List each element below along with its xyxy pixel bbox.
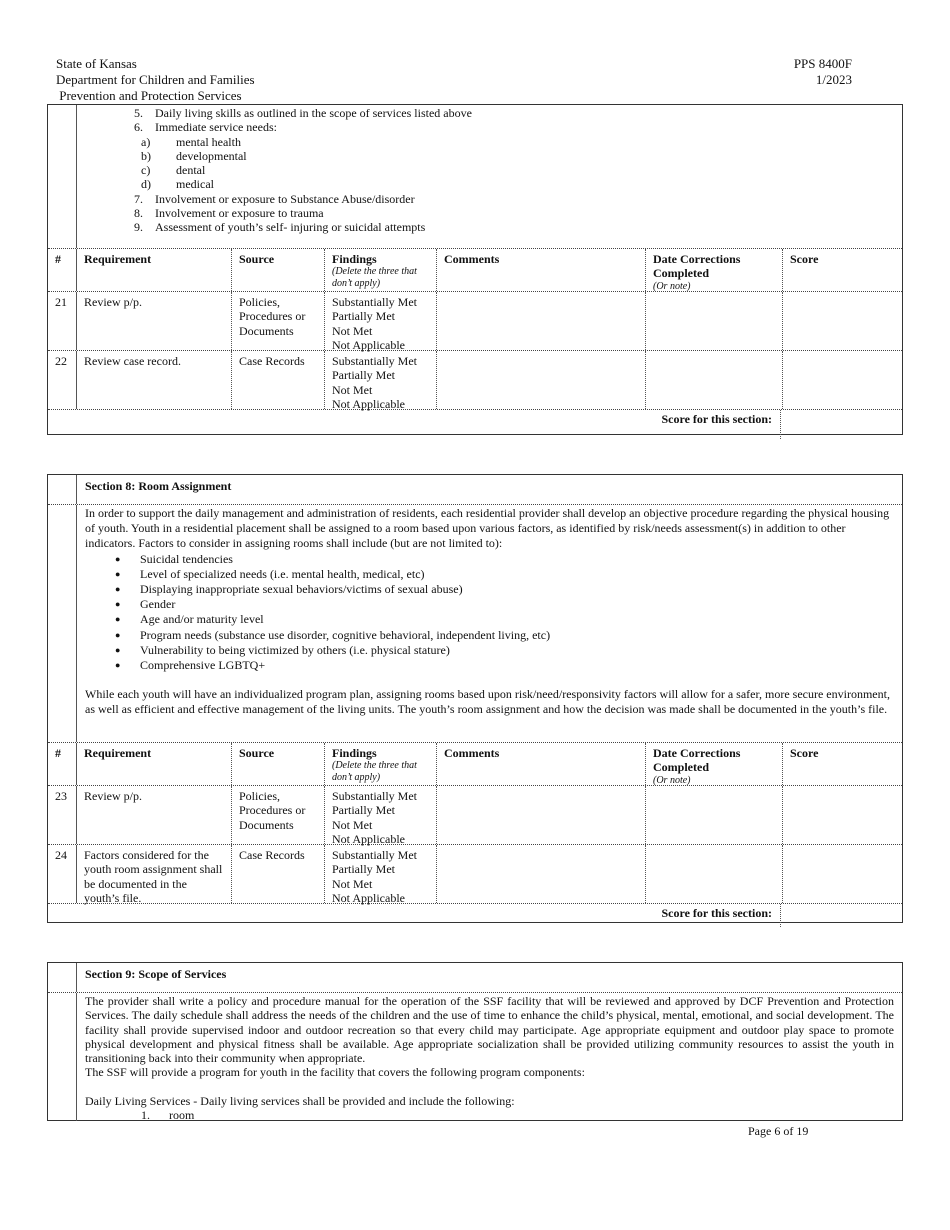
table-row: 22 Review case record. Case Records Substantially Met Partially Met Not Met Not Applicable <box>48 350 902 409</box>
section9-table <box>47 962 903 1121</box>
table-header-row: # Requirement Source Findings (Delete the three that don’t apply) Comments Date Corrections Completed (Or note) Score <box>48 742 902 785</box>
section-score-row: Score for this section: <box>48 903 902 927</box>
list-item: ● Age and/or maturity level <box>115 612 264 627</box>
sub-list <box>85 135 894 192</box>
list-item: ● Comprehensive LGBTQ+ <box>115 658 266 673</box>
section7-list <box>85 106 894 135</box>
section9-para3: Daily Living Services - Daily living services shall be provided and include the following: <box>85 1093 515 1108</box>
section8-outro: While each youth will have an individualized program plan, assigning rooms based upon risk/need/responsivity factors will allow for a safer, more secure environment, as well as efficient and effective management of the living units. The youth’s room assignment and how the decision was made shall be documented in the youth’s file. <box>85 687 890 716</box>
sub-list-item: b) developmental <box>141 148 247 163</box>
score-cell[interactable] <box>783 351 904 409</box>
table-row: 23 Review p/p. Policies, Procedures or Documents Substantially Met Partially Met Not Met Not Applicable <box>48 785 902 844</box>
list-item: ● Level of specialized needs (i.e. mental health, medical, etc) <box>115 566 425 581</box>
section8-title-row <box>48 475 902 504</box>
list-item: ● Vulnerability to being victimized by others (i.e. physical stature) <box>115 642 450 657</box>
section7-list-row <box>48 105 902 248</box>
table-row: 24 Factors considered for the youth room assignment shall be documented in the youth’s file. Case Records Substantially Met Partially Met Not Met Not Applicable <box>48 844 902 903</box>
section-score-row: Score for this section: <box>48 409 902 439</box>
section9-para1: The provider shall write a policy and procedure manual for the operation of the SSF facility that will be reviewed and approved by DCF Prevention and Protection Services. The daily schedule shall address the needs of the children and the use of time to enhance the child’s physical, mental, emotional, and social development. The facility shall provide supervised indoor and outdoor recreation so that every child may participate. Age appropriate equipment and outdoor play space to promote physical development and physical fitness shall be available. Age appropriate socialization shall be provided utilizing community resources to assist the youth in transitioning back into their community when appropriate. <box>85 994 894 1066</box>
section-score-cell[interactable] <box>780 410 902 439</box>
section9-body-row <box>48 992 902 1121</box>
score-cell[interactable] <box>783 786 904 844</box>
form-date: 1/2023 <box>815 72 852 87</box>
section9-title-row <box>48 963 902 992</box>
comments-cell[interactable] <box>437 292 646 350</box>
list-item: ● Gender <box>115 597 176 612</box>
header-dept: Department for Children and Families <box>56 72 255 87</box>
table-row: 21 Review p/p. Policies, Procedures or Documents Substantially Met Partially Met Not Met Not Applicable <box>48 291 902 350</box>
section9-title: Section 9: Scope of Services <box>85 967 227 981</box>
date-cell[interactable] <box>646 786 783 844</box>
list-item: 9. Assessment of youth’s self- injuring or suicidal attempts <box>134 220 426 235</box>
list-item: ● Displaying inappropriate sexual behaviors/victims of sexual abuse) <box>115 582 463 597</box>
list-item: ● Program needs (substance use disorder, cognitive behavioral, independent living, etc) <box>115 627 551 642</box>
score-cell[interactable] <box>783 292 904 350</box>
list-item: 7. Involvement or exposure to Substance Abuse/disorder <box>134 191 415 206</box>
list-item: 6. Immediate service needs: <box>134 120 277 135</box>
list-item: 8. Involvement or exposure to trauma <box>134 206 324 221</box>
header-division: Prevention and Protection Services <box>56 88 242 103</box>
section-score-cell[interactable] <box>780 904 902 927</box>
date-cell[interactable] <box>646 845 783 903</box>
header-state: State of Kansas <box>56 56 137 71</box>
form-number: PPS 8400F <box>793 56 852 71</box>
section8-body-row <box>48 504 902 742</box>
date-cell[interactable] <box>646 292 783 350</box>
table-header-row: # Requirement Source Findings (Delete the three that don’t apply) Comments Date Corrections Completed (Or note) Score <box>48 248 902 291</box>
list-item: 1. room <box>141 1108 195 1123</box>
section8-bullets <box>85 552 894 674</box>
sub-list-item: c) dental <box>141 163 206 178</box>
section9-para2: The SSF will provide a program for youth in the facility that covers the following program components: <box>85 1065 585 1080</box>
list-item: 5. Daily living skills as outlined in the scope of services listed above <box>134 106 472 120</box>
list-item: ● Suicidal tendencies <box>115 551 233 566</box>
comments-cell[interactable] <box>437 786 646 844</box>
page-number: Page 6 of 19 <box>748 1124 809 1138</box>
section7-table <box>47 104 903 435</box>
header-left <box>56 56 255 104</box>
section8-title: Section 8: Room Assignment <box>85 479 232 493</box>
date-cell[interactable] <box>646 351 783 409</box>
comments-cell[interactable] <box>437 351 646 409</box>
header-right <box>794 56 852 88</box>
comments-cell[interactable] <box>437 845 646 903</box>
sub-list-item: d) medical <box>141 177 214 192</box>
score-cell[interactable] <box>783 845 904 903</box>
section8-table <box>47 474 903 923</box>
sub-list-item: a) mental health <box>141 134 241 149</box>
section8-intro: In order to support the daily management and administration of residents, each residential provider shall develop an objective procedure regarding the physical housing of youth. Youth in a residential placement shall be assigned to a room based upon various factors, as identified by risk/needs assessment(s) in addition to other indicators. Factors to consider in assigning rooms shall include (but are not limited to): <box>85 506 890 551</box>
